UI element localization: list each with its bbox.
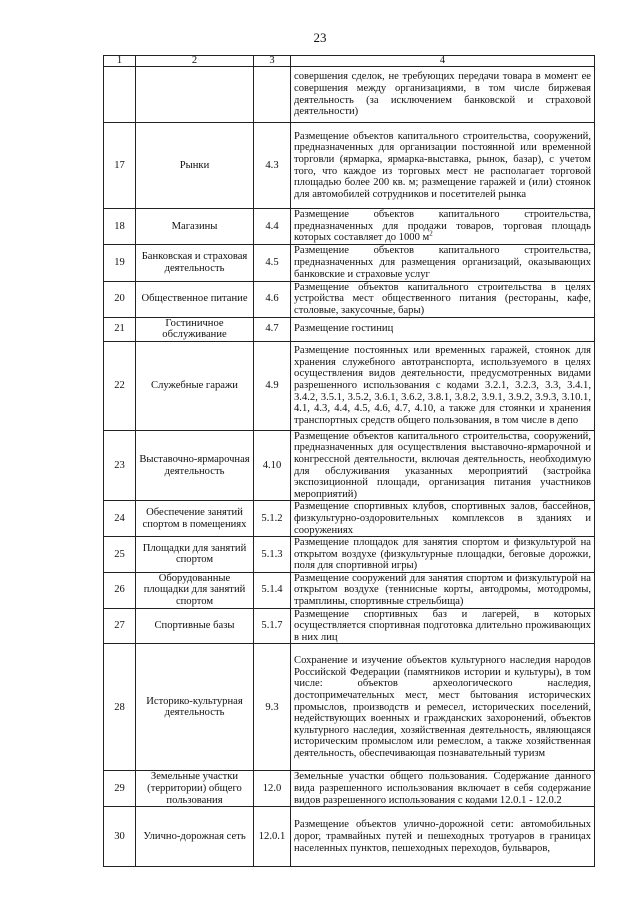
- row-code: 12.0: [254, 771, 291, 807]
- column-header-code: 3: [254, 56, 291, 67]
- row-name: Общественное питание: [136, 281, 254, 317]
- table-row: [104, 771, 595, 807]
- row-description: Размещение гостиниц: [291, 317, 595, 341]
- row-description: Размещение объектов капитального строительства, предназначенных для продажи товаров, торговая площадь которых составляет до 1000 $м^2$: [291, 209, 595, 245]
- table-row: [104, 537, 595, 573]
- row-description: Размещение постоянных или временных гаражей, стоянок для хранения служебного автотранспорта, используемого в целях осуществления видов деятельности, предусмотренных видами разрешенного использования с кодами 3.2.1, 3.2.3, 3.3, 3.4.1, 3.4.2, 3.5.1, 3.5.2, 3.6.1, 3.6.2, 3.8.1, 3.8.2, 3.9.1, 3.9.2, 3.9.3, 3.10.1, 4.1, 4.3, 4.4, 4.5, 4.6, 4.7, 4.10, а также для стоянки и хранения транспортных средств общего пользования, в том числе в депо: [291, 341, 595, 430]
- row-description: совершения сделок, не требующих передачи товара в момент ее совершения между организациями, в том числе биржевая деятельность (за исключением банковской и страховой деятельности): [291, 67, 595, 123]
- column-header-number: 1: [104, 56, 136, 67]
- row-code: 5.1.4: [254, 572, 291, 608]
- row-description: Размещение спортивных баз и лагерей, в которых осуществляется спортивная подготовка длительно проживающих в них лиц: [291, 608, 595, 644]
- area-unit-superscript: 2: [429, 229, 433, 238]
- row-name: Банковская и страховая деятельность: [136, 244, 254, 281]
- row-name: [136, 67, 254, 123]
- row-code: 4.4: [254, 209, 291, 245]
- row-number: 17: [104, 123, 136, 209]
- row-number: 21: [104, 317, 136, 341]
- header-row: [104, 56, 595, 67]
- row-number: 22: [104, 341, 136, 430]
- row-code: [254, 67, 291, 123]
- table-row: [104, 209, 595, 245]
- row-number: 23: [104, 430, 136, 501]
- row-number: 29: [104, 771, 136, 807]
- row-number: 30: [104, 807, 136, 867]
- table-row: [104, 807, 595, 867]
- row-code: 4.9: [254, 341, 291, 430]
- table-row: [104, 608, 595, 644]
- row-description: Размещение объектов капитального строительства, предназначенных для размещения организаций, оказывающих банковские и страховые услуг: [291, 244, 595, 281]
- table-row: [104, 317, 595, 341]
- row-code: 4.7: [254, 317, 291, 341]
- row-code: 4.5: [254, 244, 291, 281]
- table-row: [104, 644, 595, 771]
- row-number: 27: [104, 608, 136, 644]
- row-code: 5.1.2: [254, 501, 291, 537]
- table-row: [104, 572, 595, 608]
- row-number: 20: [104, 281, 136, 317]
- land-use-table: [103, 55, 595, 867]
- row-name: Магазины: [136, 209, 254, 245]
- row-number: 18: [104, 209, 136, 245]
- row-description: Размещение сооружений для занятия спортом и физкультурой на открытом воздухе (теннисные корты, автодромы, мотодромы, трамплины, спортивные стрельбища): [291, 572, 595, 608]
- row-name: Площадки для занятий спортом: [136, 537, 254, 573]
- row-code: 4.6: [254, 281, 291, 317]
- row-code: 4.3: [254, 123, 291, 209]
- row-name: Оборудованные площадки для занятий спортом: [136, 572, 254, 608]
- row-description: Размещение площадок для занятия спортом и физкультурой на открытом воздухе (физкультурные площадки, беговые дорожки, поля для спортивной игры): [291, 537, 595, 573]
- row-name: Рынки: [136, 123, 254, 209]
- table-row: [104, 244, 595, 281]
- row-name: Выставочно-ярмарочная деятельность: [136, 430, 254, 501]
- row-description: Размещение спортивных клубов, спортивных залов, бассейнов, физкультурно-оздоровительных комплексов в зданиях и сооружениях: [291, 501, 595, 537]
- table-row: [104, 501, 595, 537]
- row-number: [104, 67, 136, 123]
- row-description: Размещение объектов капитального строительства, сооружений, предназначенных для осуществления выставочно-ярмарочной и конгрессной деятельности, включая деятельность, необходимую для обслуживания указанных мероприятий (застройка экспозиционной площади, организация питания участников мероприятий): [291, 430, 595, 501]
- table-row: [104, 67, 595, 123]
- row-number: 19: [104, 244, 136, 281]
- page-number: 23: [313, 30, 327, 45]
- column-header-description: 4: [291, 56, 595, 67]
- row-number: 24: [104, 501, 136, 537]
- row-name: Гостиничное обслуживание: [136, 317, 254, 341]
- row-description: Размещение объектов капитального строительства, сооружений, предназначенных для организации постоянной или временной торговли (ярмарка, ярмарка-выставка, рынок, базар), с учетом того, что каждое из торговых мест не располагает торговой площадью более 200 кв. м; размещение гаражей и (или) стоянок для автомобилей сотрудников и посетителей рынка: [291, 123, 595, 209]
- row-number: 25: [104, 537, 136, 573]
- table-row: [104, 123, 595, 209]
- row-name: Служебные гаражи: [136, 341, 254, 430]
- row-description: Размещение объектов капитального строительства в целях устройства мест общественного питания (рестораны, кафе, столовые, закусочные, бары): [291, 281, 595, 317]
- row-code: 9.3: [254, 644, 291, 771]
- row-code: 5.1.3: [254, 537, 291, 573]
- row-name: Спортивные базы: [136, 608, 254, 644]
- row-number: 26: [104, 572, 136, 608]
- row-name: Обеспечение занятий спортом в помещениях: [136, 501, 254, 537]
- row-description: Сохранение и изучение объектов культурного наследия народов Российской Федерации (памятников истории и культуры), в том числе: объектов археологического наследия, достопримечательных мест, мест бытования исторических промыслов, производств и ремесел, исторических поселений, недействующих военных и гражданских захоронений, объектов культурного наследия, хозяйственная деятельность, являющаяся историческим промыслом или ремеслом, а также хозяйственная деятельность, обеспечивающая познавательный туризм: [291, 644, 595, 771]
- table-row: [104, 341, 595, 430]
- column-header-name: 2: [136, 56, 254, 67]
- row-description: Размещение объектов улично-дорожной сети: автомобильных дорог, трамвайных путей и пешеходных тротуаров в границах населенных пунктов, пешеходных переходов, бульваров,: [291, 807, 595, 867]
- table-row: [104, 430, 595, 501]
- row-description: Земельные участки общего пользования. Содержание данного вида разрешенного использования включает в себя содержание видов разрешенного использования с кодами 12.0.1 - 12.0.2: [291, 771, 595, 807]
- row-name: Улично-дорожная сеть: [136, 807, 254, 867]
- table-row: [104, 281, 595, 317]
- row-name: Историко-культурная деятельность: [136, 644, 254, 771]
- row-number: 28: [104, 644, 136, 771]
- row-code: 12.0.1: [254, 807, 291, 867]
- row-code: 5.1.7: [254, 608, 291, 644]
- row-code: 4.10: [254, 430, 291, 501]
- row-name: Земельные участки (территории) общего пользования: [136, 771, 254, 807]
